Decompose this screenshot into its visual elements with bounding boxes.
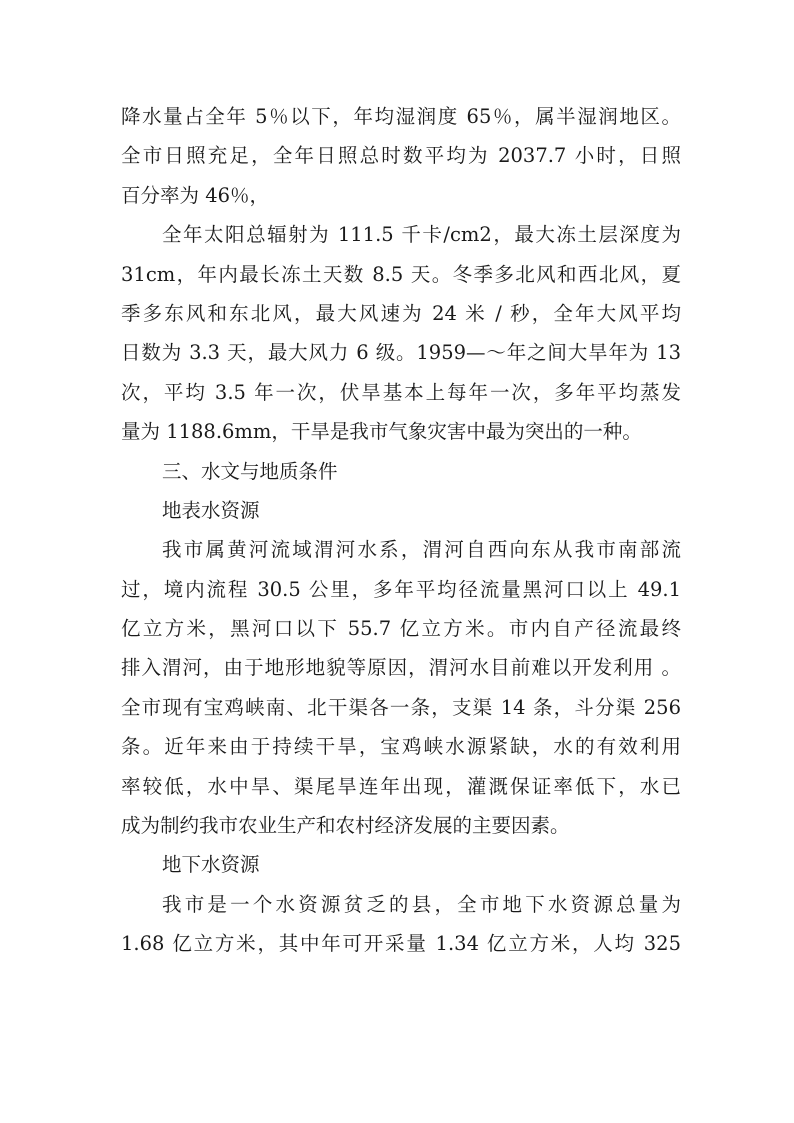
text-line: 亿立方米，黑河口以下 55.7 亿立方米。市内自产径流最终 (121, 617, 681, 641)
text-line: 成为制约我市农业生产和农村经济发展的主要因素。 (121, 814, 570, 838)
text-line: 条。近年来由于持续干旱，宝鸡峡水源紧缺，水的有效利用 (121, 735, 681, 759)
section-heading: 三、水文与地质条件 (162, 459, 338, 483)
paragraph-start-line: 我市是一个水资源贫乏的县，全市地下水资源总量为 (162, 892, 681, 916)
text-line: 过，境内流程 30.5 公里，多年平均径流量黑河口以上 49.1 (121, 577, 681, 601)
text-line: 1.68 亿立方米，其中年可开采量 1.34 亿立方米，人均 325 (121, 932, 681, 956)
paragraph-start-line: 我市属黄河流域渭河水系，渭河自西向东从我市南部流 (162, 538, 681, 562)
text-line: 百分率为 46％， (121, 183, 270, 207)
subsection-heading: 地下水资源 (162, 853, 260, 877)
text-line: 全市现有宝鸡峡南、北干渠各一条，支渠 14 条，斗分渠 256 (121, 695, 681, 719)
text-line: 降水量占全年 5％以下，年均湿润度 65％，属半湿润地区。 (121, 105, 681, 128)
text-line: 日数为 3.3 天，最大风力 6 级。1959—～年之间大旱年为 13 (121, 341, 681, 365)
paragraph-start-line: 全年太阳总辐射为 111.5 千卡/cm2，最大冻土层深度为 (162, 223, 681, 247)
text-line: 量为 1188.6mm，干旱是我市气象灾害中最为突出的一种。 (121, 420, 642, 444)
text-line: 次，平均 3.5 年一次，伏旱基本上每年一次，多年平均蒸发 (121, 380, 681, 404)
text-line: 全市日照充足，全年日照总时数平均为 2037.7 小时，日照 (121, 144, 681, 168)
text-line: 31cm，年内最长冻土天数 8.5 天。冬季多北风和西北风，夏 (121, 262, 681, 286)
text-line: 季多东风和东北风，最大风速为 24 米 / 秒，全年大风平均 (121, 301, 681, 325)
text-line: 率较低，水中旱、渠尾旱连年出现，灌溉保证率低下，水已 (121, 774, 681, 798)
body-text (121, 97, 681, 964)
subsection-heading: 地表水资源 (162, 498, 260, 522)
text-line: 排入渭河，由于地形地貌等原因，渭河水目前难以开发利用 。 (121, 656, 681, 680)
